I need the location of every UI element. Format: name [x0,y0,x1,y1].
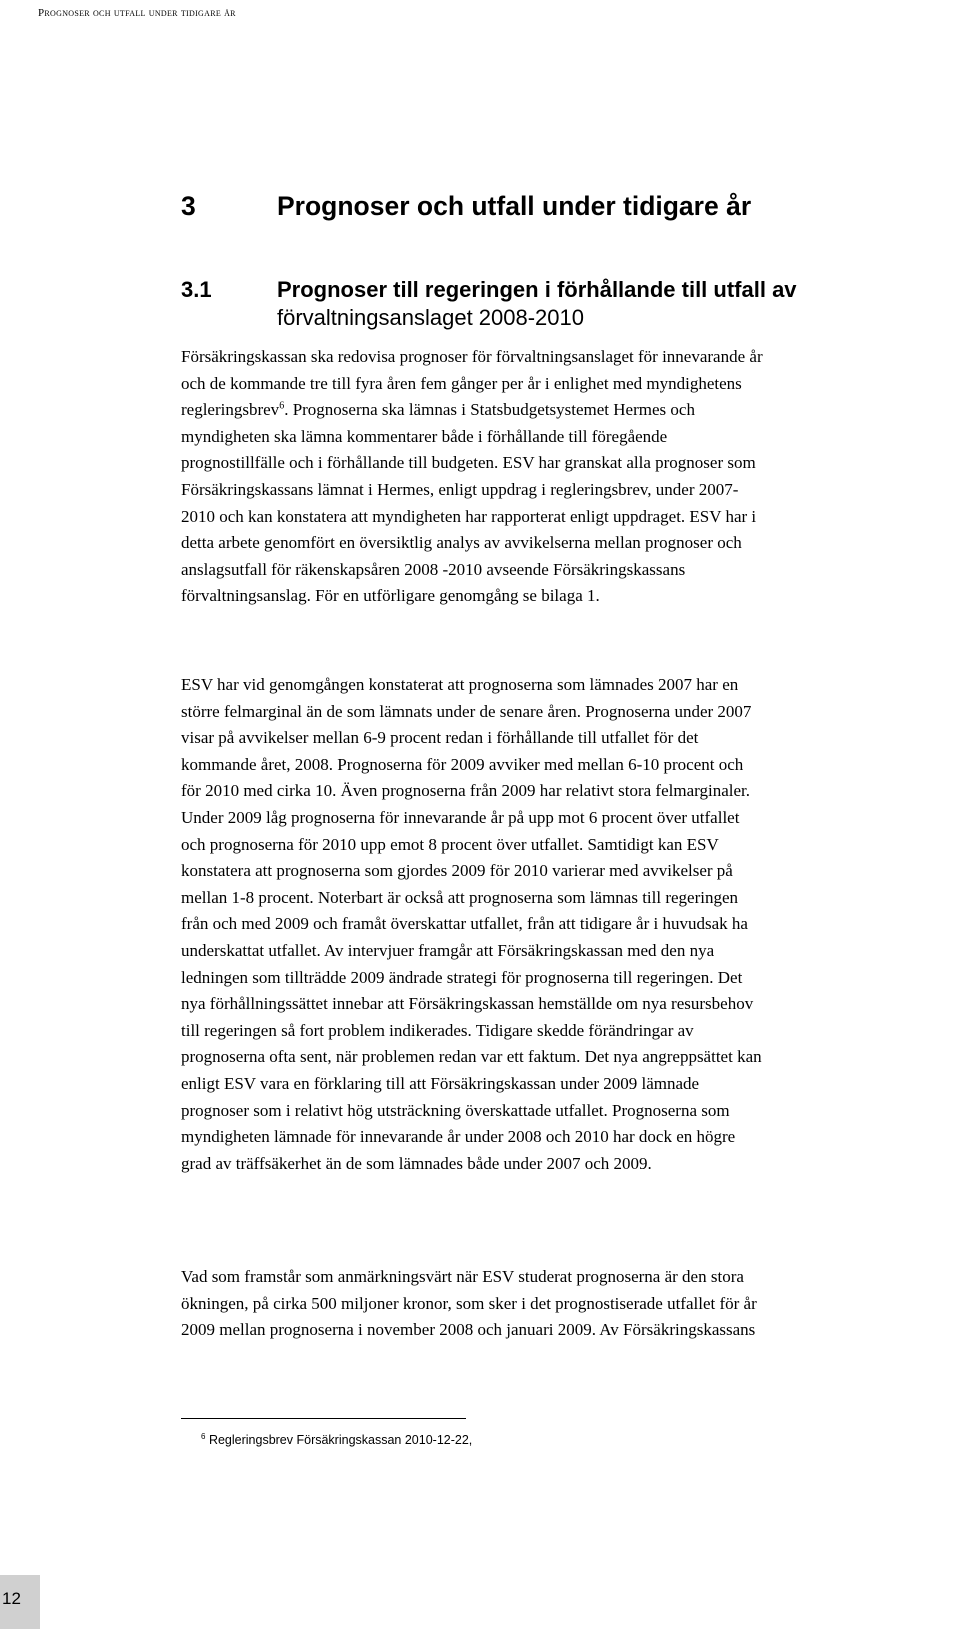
paragraph-line: ökningen, på cirka 500 miljoner kronor, som sker i det prognostiserade utfallet för år [181,1293,757,1313]
running-header: Prognoser och utfall under tidigare år [38,7,236,19]
footnote-ref[interactable]: 6 [279,400,285,412]
footnote [201,1433,472,1447]
subsection-title-line2: förvaltningsanslaget 2008-2010 [277,305,585,330]
paragraph-line: Försäkringskassans lämnat i Hermes, enligt uppdrag i regleringsbrev, under 2007- [181,479,739,499]
paragraph-line: Försäkringskassan ska redovisa prognoser för förvaltningsanslaget för innevarande år [181,347,763,366]
paragraph-line: ESV har vid genomgången konstaterat att prognoserna som lämnades 2007 har en [181,675,739,694]
paragraph-line: detta arbete genomfört en översiktlig analys av avvikelserna mellan prognoser och [181,533,742,553]
paragraph-2 [181,672,926,1177]
paragraph-line: kommande året, 2008. Prognoserna för 2009 avviker med mellan 6-10 procent och [181,754,744,774]
paragraph-line: Vad som framstår som anmärkningsvärt när ESV studerat prognoserna är den stora [181,1267,744,1286]
section-heading [181,191,751,222]
paragraph-line: prognoser som i relativt hög utsträckning överskattade utfallet. Prognoserna som [181,1100,730,1120]
paragraph-line: 2010 och kan konstatera att myndigheten har rapporterat enligt uppdraget. ESV har i [181,506,757,526]
paragraph-line: anslagsutfall för räkenskapsåren 2008 -2010 avseende Försäkringskassans [181,559,686,579]
paragraph-line: prognostillfälle och i förhållande till budgeten. ESV har granskat alla prognoser som [181,453,756,473]
paragraph-line: prognoserna ofta sent, när problemen redan var ett faktum. Det nya angreppsättet kan [181,1047,762,1067]
paragraph-line: större felmarginal än de som lämnats under de senare åren. Prognoserna under 2007 [181,701,752,721]
paragraph-line: 2009 mellan prognoserna i november 2008 och januari 2009. Av Försäkringskassans [181,1320,756,1340]
paragraph-line: konstatera att prognoserna som gjordes 2009 för 2010 varierar med avvikelser på [181,861,733,881]
section-title: Prognoser och utfall under tidigare år [277,191,752,221]
section-number: 3 [181,191,196,221]
footnote-text: Regleringsbrev Försäkringskassan 2010-12-22, [208,1433,473,1447]
paragraph-line: myndigheten lämnade för innevarande år under 2008 och 2010 har dock en högre [181,1127,736,1147]
paragraph-line: underskattat utfallet. Av intervjuer framgår att Försäkringskassan med den nya [181,940,715,960]
footnote-number: 6 [201,1431,206,1441]
paragraph-line: förvaltningsanslag. För en utförligare genomgång se bilaga 1. [181,586,600,606]
paragraph-line: från och med 2009 och framåt överskattar utfallet, från att tidigare år i huvudsak ha [181,914,748,934]
paragraph-line: ledningen som tillträdde 2009 ändrade strategi för prognoserna till regeringen. Det [181,967,743,987]
paragraph-line: och prognoserna för 2010 upp emot 8 procent över utfallet. Samtidigt kan ESV [181,834,719,854]
paragraph-3 [181,1264,926,1344]
paragraph-line: regleringsbrev$^6$. Prognoserna ska lämnas i Statsbudgetsystemet Hermes och [181,400,695,420]
paragraph-line: myndigheten ska lämna kommentarer både i förhållande till föregående [181,426,668,446]
paragraph-line: och de kommande tre till fyra åren fem gånger per år i enlighet med myndighetens [181,373,742,393]
paragraph-line: nya förhållningssättet innebar att Försäkringskassan hemställde om nya resursbehov [181,994,754,1014]
footnote-divider [181,1418,466,1419]
paragraph-line: visar på avvikelser mellan 6-9 procent redan i förhållande till utfallet för det [181,728,699,748]
paragraph-line: till regeringen så fort problem indikerades. Tidigare skedde förändringar av [181,1020,694,1040]
paragraph-line: för 2010 med cirka 10. Även prognoserna från 2009 har relativt stora felmarginaler. [181,781,750,801]
subsection-title-line1: Prognoser till regeringen i förhållande till utfall av [277,277,797,302]
subsection-heading [181,276,881,332]
paragraph-line: grad av träffsäkerhet än de som lämnades både under 2007 och 2009. [181,1153,652,1173]
paragraph-line: enligt ESV vara en förklaring till att Försäkringskassan under 2009 lämnade [181,1073,700,1093]
paragraph-line: mellan 1-8 procent. Noterbart är också att prognoserna som lämnas till regeringen [181,887,739,907]
page-number-badge [0,1575,40,1629]
page-number: 12 [2,1589,21,1608]
paragraph-line: Under 2009 låg prognoserna för innevarande år på upp mot 6 procent över utfallet [181,807,740,827]
subsection-number: 3.1 [181,277,212,302]
paragraph-1 [181,344,926,610]
